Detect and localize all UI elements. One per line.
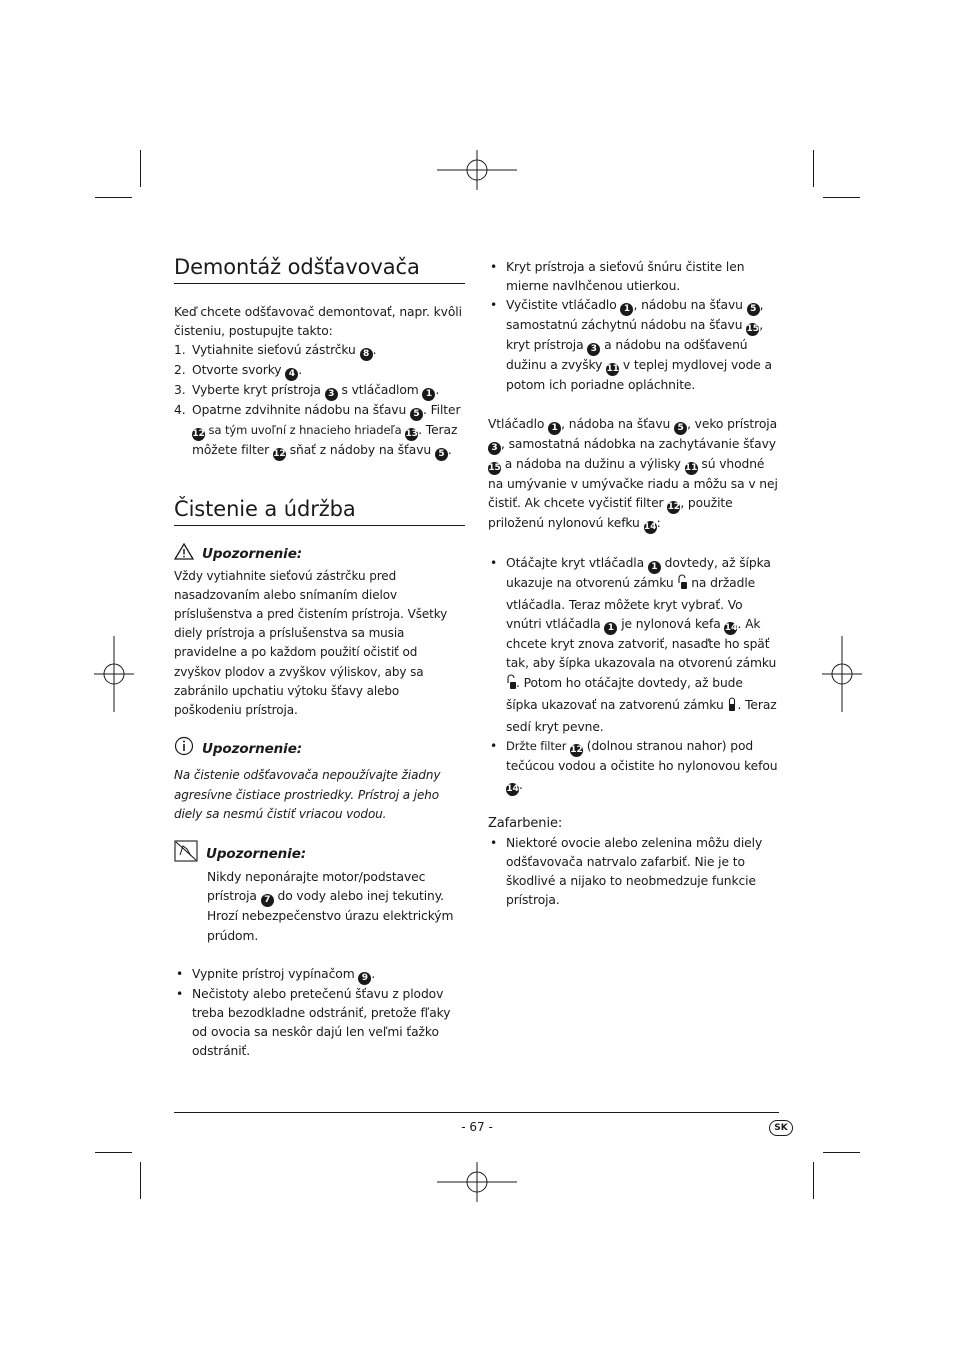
callout-number: 5: [674, 422, 687, 435]
left-column: [174, 253, 465, 1062]
list-item: 4. Opatrne zdvihnite nádobu na šťavu 5 . Filter 12 sa tým uvoľní z hnacieho hriadeľa 13. Teraz môžete filter 12 sňať z nádoby na šťavu 5 .: [174, 403, 461, 460]
warning-triangle-icon: [174, 543, 194, 566]
callout-number: 1: [620, 303, 633, 316]
right-column: [488, 258, 778, 910]
callout-number: 1: [548, 422, 561, 435]
list-item: 1. Vytiahnite sieťovú zástrčku 8 .: [174, 343, 377, 360]
warning-text: Na čistenie odšťavovača nepoužívajte žiadny agresívne čistiace prostriedky. Prístroj a jeho diely sa nesmú čistiť vriacou vodou.: [174, 768, 441, 821]
warning-block-1: [174, 543, 465, 720]
callout-number: 1: [604, 622, 617, 635]
list-item: • Vypnite prístroj vypínačom 9 .: [176, 966, 376, 983]
callout-number: 12: [192, 429, 205, 440]
callout-number: 15: [488, 462, 501, 473]
callout-number: 13: [405, 429, 418, 440]
open-lock-icon: [506, 674, 516, 696]
registration-mark-right: [822, 636, 862, 712]
callout-number: 3: [587, 343, 600, 356]
page-number: - 67 -: [461, 1120, 493, 1134]
language-badge: SK: [769, 1120, 793, 1136]
footer-rule: [174, 1112, 779, 1113]
closed-lock-icon: [727, 696, 737, 718]
callout-number: 11: [606, 364, 619, 375]
callout-number: 9: [358, 972, 371, 985]
warning-heading: Upozornenie:: [202, 546, 303, 563]
callout-number: 8: [360, 348, 373, 361]
warning-text: Nikdy neponárajte motor/podstavec prístroja 7 do vody alebo inej tekutiny. Hrozí nebezpečenstvo úrazu elektrickým prúdom.: [207, 870, 454, 943]
callout-number: 15: [746, 324, 759, 335]
right-bullets-2: [488, 554, 778, 797]
callout-number: 12: [273, 449, 286, 460]
subheading-discoloration: Zafarbenie:: [488, 816, 563, 832]
cleaning-bullets: [174, 965, 465, 1062]
callout-number: 14: [724, 623, 738, 634]
callout-number: 12: [570, 745, 583, 756]
open-lock-icon: [677, 574, 687, 596]
registration-mark-top: [437, 150, 517, 190]
section-title-disassembly: Demontáž odšťavovača: [174, 253, 465, 284]
list-item: • Kryt prístroja a sieťovú šnúru čistite len mierne navlhčenou utierkou.: [490, 260, 745, 294]
callout-number: 14: [506, 784, 519, 795]
registration-mark-bottom: [437, 1162, 517, 1202]
disassembly-intro: Keď chcete odšťavovač demontovať, napr. kvôli čisteniu, postupujte takto:: [174, 305, 462, 339]
list-item: • Držte filter 12 (dolnou stranou nahor) pod tečúcou vodou a očistite ho nylonovou kefou 14.: [490, 739, 778, 795]
callout-number: 12: [667, 501, 680, 512]
warning-text: Vždy vytiahnite sieťovú zástrčku pred nasadzovaním alebo snímaním dielov príslušenstva a pred čistením prístroja. Všetky diely prístroja a príslušenstva sa musia pravidelne a po každom použití očistiť od zvyškov plodov a zvyškov výliskov, aby sa zabránilo upchatiu výtoku šťavy alebo poškodeniu prístroja.: [174, 568, 448, 718]
list-item: • Nečistoty alebo pretečenú šťavu z plodov treba bezodkladne odstrániť, pretože fľaky od ovocia sa neskôr dajú len veľmi ťažko odstrániť.: [176, 986, 451, 1059]
callout-number: 4: [285, 368, 298, 381]
right-bullets-1: [488, 258, 778, 396]
no-water-icon: [174, 840, 198, 868]
disassembly-steps: [174, 341, 465, 461]
list-item: 2. Otvorte svorky 4 .: [174, 363, 303, 380]
warning-block-3: [174, 840, 465, 946]
callout-number: 3: [488, 442, 501, 455]
callout-number: 1: [648, 561, 661, 574]
list-item: • Vyčistite vtláčadlo 1 , nádobu na šťavu 5 , samostatnú záchytnú nádobu na šťavu 15, kryt prístroja 3 a nádobu na odšťavenú dužinu a zvyšky 11 v teplej mydlovej vode a potom ich poriadne opláchnite.: [490, 298, 772, 393]
list-item: 3. Vyberte kryt prístroja 3 s vtláčadlom 1 .: [174, 383, 440, 400]
callout-number: 5: [747, 303, 760, 316]
callout-number: 5: [435, 448, 448, 461]
warning-heading: Upozornenie:: [202, 740, 303, 757]
callout-number: 14: [643, 521, 657, 532]
info-icon: [174, 736, 194, 762]
warning-heading: Upozornenie:: [206, 845, 307, 862]
dishwasher-paragraph: Vtláčadlo 1 , nádoba na šťavu 5 , veko prístroja 3 , samostatná nádobka na zachytávanie šťavy 15 a nádoba na dužinu a výlisky 11 sú vhodné na umývanie v umývačke riadu a môžu sa v nej čistiť. Ak chcete vyčistiť filter 12, použite priloženú nylonovú kefku 14:: [488, 416, 778, 532]
callout-number: 7: [261, 894, 274, 907]
callout-number: 1: [422, 388, 435, 401]
list-item: • Niektoré ovocie alebo zelenina môžu diely odšťavovača natrvalo zafarbiť. Nie je to škodlivé a nijako to neobmedzuje funkcie prístroja.: [490, 835, 763, 908]
right-bullets-3: [488, 834, 778, 911]
list-item: • Otáčajte kryt vtláčadla 1 dovtedy, až šípka ukazuje na otvorenú zámku na držadle vtláčadla. Teraz môžete kryt vybrať. Vo vnútri vtláčadla 1 je nylonová kefa 14. Ak chcete kryt znova zatvoriť, nasaďte ho späť tak, aby šípka ukazovala na otvorenú zámku . Potom ho otáčajte dovtedy, až bude šípka ukazovať na zatvorenú zámku . Teraz sedí kryt pevne.: [490, 555, 777, 735]
callout-number: 11: [684, 462, 698, 473]
warning-block-2: [174, 736, 465, 824]
section-title-cleaning: Čistenie a údržba: [174, 495, 465, 526]
callout-number: 5: [410, 408, 423, 421]
registration-mark-left: [94, 636, 134, 712]
callout-number: 3: [325, 388, 338, 401]
